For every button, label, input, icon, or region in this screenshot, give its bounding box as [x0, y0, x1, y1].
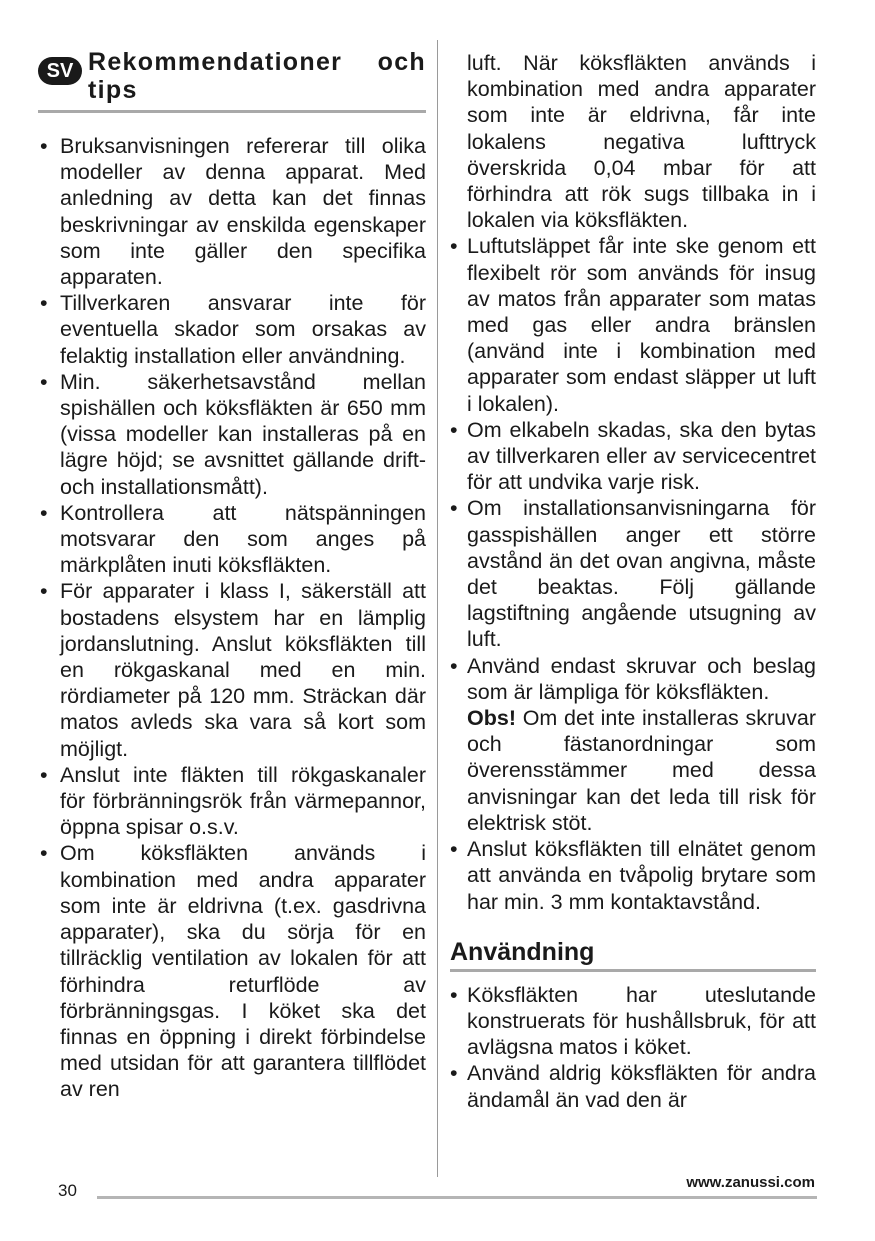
usage-section-header [450, 937, 816, 972]
note-label: Obs! [467, 706, 516, 731]
recommendations-list-continued [450, 233, 816, 914]
language-badge: SV [38, 57, 82, 85]
list-item-text: Använd endast skruvar och beslag som är lämpliga för köksfläkten. [467, 653, 816, 704]
list-item: • Köksfläkten har uteslutande konstruerats för hushållsbruk, för att avlägsna matos i köket. [450, 982, 816, 1061]
usage-section-title: Användning [450, 937, 595, 966]
section-title: Rekommendationer och tips [88, 48, 426, 104]
usage-list [450, 982, 816, 1113]
list-item: • Anslut inte fläkten till rökgaskanaler för förbränningsrök från värmepannor, öppna spisar o.s.v. [38, 762, 426, 841]
list-item: • Använd aldrig köksfläkten för andra ändamål än vad den är [450, 1060, 816, 1112]
warning-note [467, 705, 816, 836]
list-item: • Min. säkerhetsavstånd mellan spishällen och köksfläkten är 650 mm (vissa modeller kan installeras på en lägre höjd; se avsnittet gällande drift- och installationsmått). [38, 369, 426, 500]
right-column [450, 50, 816, 1113]
note-text: Om det inte installeras skruvar och fästanordningar som överensstämmer med dessa anvisningar kan det leda till risk för elektrisk stöt. [467, 706, 816, 835]
page-number: 30 [58, 1181, 77, 1200]
continued-paragraph: luft. När köksfläkten används i kombination med andra apparater som inte är eldrivna, får inte lokalens negativa lufttryck överskrida 0,04 mbar för att förhindra att rök sugs tillbaka in i lokalen via köksfläkten. [467, 51, 816, 233]
section-header [38, 48, 426, 113]
left-column [38, 48, 426, 1103]
list-item: • Om köksfläkten används i kombination med andra apparater som inte är eldrivna (t.ex. gasdrivna apparater), ska du sörja för en tillräcklig ventilation av lokalen för att förhindra returflöde av förbränningsgas. I köket ska det finnas en öppning i direkt förbindelse med utsidan för att garantera tillflödet av ren [38, 840, 426, 1102]
list-item: • Tillverkaren ansvarar inte för eventuella skador som orsakas av felaktig installation eller användning. [38, 290, 426, 369]
list-item: • Om installationsanvisningarna för gasspishällen anger ett större avstånd än det ovan angivna, måste det beaktas. Följ gällande lagstiftning angående utsugning av luft. [450, 495, 816, 652]
recommendations-list [38, 133, 426, 1103]
footer-rule [97, 1196, 817, 1199]
list-item [450, 653, 816, 836]
website-url: www.zanussi.com [686, 1174, 815, 1191]
column-divider [437, 40, 438, 1177]
list-item: • Anslut köksfläkten till elnätet genom att använda en tvåpolig brytare som har min. 3 mm kontaktavstånd. [450, 836, 816, 915]
list-item: • Bruksanvisningen refererar till olika modeller av denna apparat. Med anledning av detta kan det finnas beskrivningar av enskilda egenskaper som inte gäller den specifika apparaten. [38, 133, 426, 290]
list-item: • Luftutsläppet får inte ske genom ett flexibelt rör som används för insug av matos från apparater som matas med gas eller andra bränslen (använd inte i kombination med apparater som endast släpper ut luft i lokalen). [450, 233, 816, 416]
list-item: • Om elkabeln skadas, ska den bytas av tillverkaren eller av servicecentret för att undvika varje risk. [450, 417, 816, 496]
list-item: • För apparater i klass I, säkerställ att bostadens elsystem har en lämplig jordanslutning. Anslut köksfläkten till en rökgaskanal med en min. rördiameter på 120 mm. Sträckan där matos avleds ska vara så kort som möjligt. [38, 578, 426, 761]
list-item: • Kontrollera att nätspänningen motsvarar den som anges på märkplåten inuti köksfläkten. [38, 500, 426, 579]
